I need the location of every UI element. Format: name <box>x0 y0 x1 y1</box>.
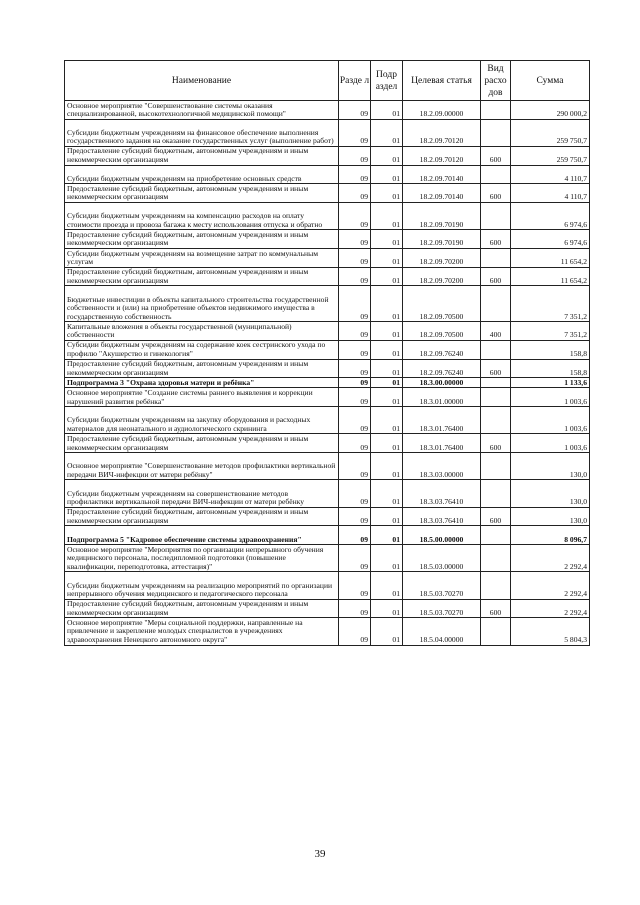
row-section: 09 <box>339 545 371 572</box>
row-expense-type <box>481 119 511 146</box>
row-name: Предоставление субсидий бюджетным, автономным учреждениям и иным некоммерческим организациям <box>65 599 339 618</box>
row-subsection: 01 <box>371 599 403 618</box>
row-sum: 11 654,2 <box>511 267 590 286</box>
row-expense-type <box>481 378 511 388</box>
row-expense-type <box>481 526 511 545</box>
row-target-article: 18.2.09.70120 <box>403 146 481 165</box>
row-sum: 7 351,2 <box>511 322 590 341</box>
row-target-article: 18.3.01.76400 <box>403 434 481 453</box>
row-name: Субсидии бюджетным учреждениям на реализацию мероприятий по организации непрерывного обучения медицинского и педагогического персонала <box>65 572 339 599</box>
row-subsection: 01 <box>371 526 403 545</box>
row-name: Основное мероприятие "Мероприятия по организации непрерывного обучения медицинского персонала, последипломной подготовки (повышение квалификации, переподготовка, аттестация)" <box>65 545 339 572</box>
row-section: 09 <box>339 184 371 203</box>
table-row <box>65 359 590 378</box>
header-target-article: Целевая статья <box>403 61 481 101</box>
row-name: Бюджетные инвестиции в объекты капитального строительства государственной собственности и (или) на приобретение объектов недвижимого имущества в государственную собственность <box>65 286 339 322</box>
row-subsection: 01 <box>371 618 403 645</box>
row-expense-type <box>481 572 511 599</box>
row-sum: 7 351,2 <box>511 286 590 322</box>
row-expense-type <box>481 407 511 434</box>
row-name: Субсидии бюджетным учреждениям на закупку оборудования и расходных материалов для неонатального и аудиологического скрининга <box>65 407 339 434</box>
row-expense-type <box>481 480 511 507</box>
row-subsection: 01 <box>371 286 403 322</box>
row-subsection: 01 <box>371 249 403 268</box>
table-row <box>65 599 590 618</box>
page-number: 39 <box>314 848 326 860</box>
row-target-article: 18.2.09.76240 <box>403 359 481 378</box>
row-section: 09 <box>339 618 371 645</box>
table-row <box>65 340 590 359</box>
row-name: Капитальные вложения в объекты государственной (муниципальной) собственности <box>65 322 339 341</box>
row-name: Основное мероприятие "Меры социальной поддержки, направленные на привлечение и закрепление молодых специалистов в учреждениях здравоохранения Ненецкого автономного округа" <box>65 618 339 645</box>
row-expense-type: 600 <box>481 267 511 286</box>
row-section: 09 <box>339 359 371 378</box>
row-sum: 11 654,2 <box>511 249 590 268</box>
table-row <box>65 434 590 453</box>
row-subsection: 01 <box>371 165 403 184</box>
row-target-article: 18.2.09.70200 <box>403 267 481 286</box>
table-row <box>65 119 590 146</box>
row-sum: 4 110,7 <box>511 184 590 203</box>
row-expense-type <box>481 101 511 120</box>
row-target-article: 18.3.01.00000 <box>403 388 481 407</box>
row-subsection: 01 <box>371 388 403 407</box>
row-sum: 1 003,6 <box>511 407 590 434</box>
row-sum: 1 003,6 <box>511 434 590 453</box>
row-sum: 4 110,7 <box>511 165 590 184</box>
table-row <box>65 618 590 645</box>
table-row <box>65 480 590 507</box>
row-expense-type: 600 <box>481 434 511 453</box>
row-section: 09 <box>339 322 371 341</box>
row-sum: 6 974,6 <box>511 230 590 249</box>
row-target-article: 18.3.01.76400 <box>403 407 481 434</box>
row-expense-type: 600 <box>481 146 511 165</box>
row-section: 09 <box>339 101 371 120</box>
row-sum: 6 974,6 <box>511 203 590 230</box>
table-row <box>65 572 590 599</box>
row-section: 09 <box>339 146 371 165</box>
row-subsection: 01 <box>371 378 403 388</box>
row-section: 09 <box>339 119 371 146</box>
table-row <box>65 453 590 480</box>
row-subsection: 01 <box>371 184 403 203</box>
row-target-article: 18.3.03.76410 <box>403 507 481 526</box>
row-subsection: 01 <box>371 545 403 572</box>
table-row <box>65 286 590 322</box>
row-subsection: 01 <box>371 453 403 480</box>
row-sum: 1 133,6 <box>511 378 590 388</box>
row-expense-type: 600 <box>481 184 511 203</box>
row-name: Подпрограмма 3 "Охрана здоровья матери и ребёнка" <box>65 378 339 388</box>
row-target-article: 18.3.03.76410 <box>403 480 481 507</box>
row-expense-type: 400 <box>481 322 511 341</box>
row-sum: 158,8 <box>511 359 590 378</box>
row-target-article: 18.2.09.70200 <box>403 249 481 268</box>
row-subsection: 01 <box>371 359 403 378</box>
row-expense-type <box>481 618 511 645</box>
row-target-article: 18.5.03.00000 <box>403 545 481 572</box>
row-target-article: 18.5.04.00000 <box>403 618 481 645</box>
row-sum: 130,0 <box>511 453 590 480</box>
row-subsection: 01 <box>371 267 403 286</box>
row-expense-type <box>481 286 511 322</box>
row-subsection: 01 <box>371 203 403 230</box>
row-sum: 158,8 <box>511 340 590 359</box>
row-name: Субсидии бюджетным учреждениям на компенсацию расходов на оплату стоимости проезда и провоза багажа к месту использования отпуска и обратно <box>65 203 339 230</box>
row-name: Подпрограмма 5 "Кадровое обеспечение системы здравоохранения" <box>65 526 339 545</box>
row-sum: 2 292,4 <box>511 545 590 572</box>
row-section: 09 <box>339 388 371 407</box>
row-target-article: 18.2.09.00000 <box>403 101 481 120</box>
table-header-row <box>65 61 590 101</box>
row-section: 09 <box>339 267 371 286</box>
row-sum: 5 804,3 <box>511 618 590 645</box>
table-row <box>65 230 590 249</box>
row-name: Предоставление субсидий бюджетным, автономным учреждениям и иным некоммерческим организациям <box>65 230 339 249</box>
row-subsection: 01 <box>371 119 403 146</box>
row-sum: 259 750,7 <box>511 119 590 146</box>
row-name: Субсидии бюджетным учреждениям на возмещение затрат по коммунальным услугам <box>65 249 339 268</box>
row-name: Предоставление субсидий бюджетным, автономным учреждениям и иным некоммерческим организациям <box>65 184 339 203</box>
table-row <box>65 407 590 434</box>
table-row <box>65 203 590 230</box>
row-name: Предоставление субсидий бюджетным, автономным учреждениям и иным некоммерческим организациям <box>65 146 339 165</box>
row-target-article: 18.2.09.70140 <box>403 184 481 203</box>
row-section: 09 <box>339 526 371 545</box>
row-target-article: 18.3.00.00000 <box>403 378 481 388</box>
row-target-article: 18.5.03.70270 <box>403 572 481 599</box>
row-name: Субсидии бюджетным учреждениям на совершенствование методов профилактики вертикальной передачи ВИЧ-инфекции от матери ребёнку <box>65 480 339 507</box>
row-section: 09 <box>339 230 371 249</box>
row-expense-type: 600 <box>481 230 511 249</box>
row-name: Основное мероприятие "Создание системы раннего выявления и коррекции нарушений развития ребёнка" <box>65 388 339 407</box>
row-target-article: 18.5.03.70270 <box>403 599 481 618</box>
row-section: 09 <box>339 203 371 230</box>
row-target-article: 18.2.09.70190 <box>403 230 481 249</box>
table-row <box>65 249 590 268</box>
row-sum: 259 750,7 <box>511 146 590 165</box>
row-name: Субсидии бюджетным учреждениям на приобретение основных средств <box>65 165 339 184</box>
table-row <box>65 101 590 120</box>
row-subsection: 01 <box>371 434 403 453</box>
row-sum: 130,0 <box>511 480 590 507</box>
row-target-article: 18.2.09.76240 <box>403 340 481 359</box>
row-section: 09 <box>339 249 371 268</box>
table-row <box>65 322 590 341</box>
row-name: Основное мероприятие "Совершенствование методов профилактики вертикальной передачи ВИЧ-инфекции от матери ребёнку" <box>65 453 339 480</box>
header-name: Наименование <box>65 61 339 101</box>
row-name: Предоставление субсидий бюджетным, автономным учреждениям и иным некоммерческим организациям <box>65 359 339 378</box>
row-expense-type: 600 <box>481 359 511 378</box>
row-name: Предоставление субсидий бюджетным, автономным учреждениям и иным некоммерческим организациям <box>65 267 339 286</box>
row-expense-type <box>481 388 511 407</box>
row-subsection: 01 <box>371 146 403 165</box>
row-section: 09 <box>339 165 371 184</box>
table-row <box>65 388 590 407</box>
row-expense-type <box>481 203 511 230</box>
row-expense-type <box>481 545 511 572</box>
row-name: Субсидии бюджетным учреждениям на содержание коек сестринского ухода по профилю "Акушерство и гинекология" <box>65 340 339 359</box>
row-target-article: 18.2.09.70500 <box>403 322 481 341</box>
row-section: 09 <box>339 378 371 388</box>
header-section: Разде л <box>339 61 371 101</box>
row-subsection: 01 <box>371 407 403 434</box>
row-subsection: 01 <box>371 322 403 341</box>
table-row <box>65 146 590 165</box>
row-section: 09 <box>339 407 371 434</box>
row-sum: 290 000,2 <box>511 101 590 120</box>
row-target-article: 18.2.09.70500 <box>403 286 481 322</box>
table-row <box>65 267 590 286</box>
row-expense-type <box>481 249 511 268</box>
table-row <box>65 378 590 388</box>
row-subsection: 01 <box>371 340 403 359</box>
row-name: Предоставление субсидий бюджетным, автономным учреждениям и иным некоммерческим организациям <box>65 434 339 453</box>
row-expense-type <box>481 453 511 480</box>
row-sum: 8 096,7 <box>511 526 590 545</box>
row-target-article: 18.5.00.00000 <box>403 526 481 545</box>
row-section: 09 <box>339 480 371 507</box>
row-expense-type <box>481 340 511 359</box>
row-subsection: 01 <box>371 507 403 526</box>
row-name: Предоставление субсидий бюджетным, автономным учреждениям и иным некоммерческим организациям <box>65 507 339 526</box>
table-row <box>65 184 590 203</box>
row-target-article: 18.2.09.70140 <box>403 165 481 184</box>
table-row <box>65 526 590 545</box>
header-sum: Сумма <box>511 61 590 101</box>
table-row <box>65 165 590 184</box>
row-sum: 1 003,6 <box>511 388 590 407</box>
row-section: 09 <box>339 286 371 322</box>
row-expense-type <box>481 165 511 184</box>
row-sum: 2 292,4 <box>511 599 590 618</box>
row-section: 09 <box>339 507 371 526</box>
row-section: 09 <box>339 434 371 453</box>
row-section: 09 <box>339 453 371 480</box>
row-expense-type: 600 <box>481 507 511 526</box>
table-row <box>65 545 590 572</box>
row-target-article: 18.2.09.70120 <box>403 119 481 146</box>
row-subsection: 01 <box>371 480 403 507</box>
header-expense-type: Вид расхо дов <box>481 61 511 101</box>
row-section: 09 <box>339 340 371 359</box>
row-sum: 130,0 <box>511 507 590 526</box>
row-sum: 2 292,4 <box>511 572 590 599</box>
row-expense-type: 600 <box>481 599 511 618</box>
row-subsection: 01 <box>371 572 403 599</box>
budget-table <box>64 60 590 646</box>
row-section: 09 <box>339 572 371 599</box>
row-section: 09 <box>339 599 371 618</box>
row-subsection: 01 <box>371 230 403 249</box>
row-name: Основное мероприятие "Совершенствование системы оказания специализированной, высокотехнологичной медицинской помощи" <box>65 101 339 120</box>
table-row <box>65 507 590 526</box>
row-subsection: 01 <box>371 101 403 120</box>
row-name: Субсидии бюджетным учреждениям на финансовое обеспечение выполнения государственного задания на оказание государственных услуг (выполнение работ) <box>65 119 339 146</box>
row-target-article: 18.3.03.00000 <box>403 453 481 480</box>
header-subsection: Подр аздел <box>371 61 403 101</box>
row-target-article: 18.2.09.70190 <box>403 203 481 230</box>
